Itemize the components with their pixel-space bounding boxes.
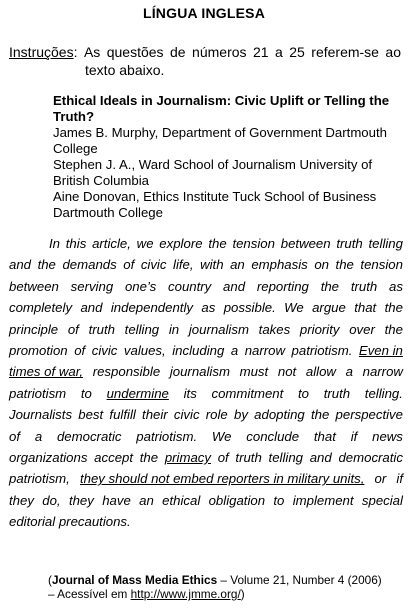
abstract-word: emphasis bbox=[251, 257, 308, 273]
abstract-word: an bbox=[139, 492, 154, 508]
abstract-word: if bbox=[396, 471, 403, 487]
abstract-word: they should not embed reporters in military units, bbox=[79, 471, 365, 487]
abstract-word: of bbox=[123, 257, 135, 273]
abstract-word: narrow bbox=[244, 343, 286, 359]
abstract-word: to bbox=[80, 385, 92, 401]
abstract-word: not bbox=[277, 364, 297, 380]
abstract-word: as bbox=[201, 300, 216, 316]
abstract-word: and bbox=[309, 450, 332, 466]
instructions-word: 21 bbox=[252, 44, 269, 60]
abstract-word: have bbox=[102, 492, 131, 508]
abstract-word: the bbox=[37, 257, 56, 273]
abstract-word: in bbox=[168, 321, 180, 337]
abstract-word: We bbox=[284, 300, 304, 316]
abstract-word: with bbox=[200, 257, 224, 273]
article-title: Ethical Ideals in Journalism: Civic Uplift or Telling the Truth? bbox=[53, 93, 390, 124]
abstract-word: the bbox=[335, 257, 354, 273]
abstract-word: patriotism bbox=[9, 385, 67, 401]
abstract-word: the bbox=[310, 407, 330, 423]
abstract-word: that bbox=[354, 300, 377, 316]
citation-volume: – Volume 21, Number 4 (2006) bbox=[217, 573, 382, 587]
abstract-word: conclude bbox=[246, 428, 300, 444]
abstract-line bbox=[9, 297, 403, 318]
abstract-word: or bbox=[374, 471, 387, 487]
abstract-word: independently bbox=[110, 300, 193, 316]
abstract-word: civic bbox=[140, 257, 167, 273]
instructions-line-1 bbox=[9, 43, 401, 61]
abstract-word: including bbox=[172, 343, 225, 359]
abstract-word: between bbox=[280, 236, 331, 251]
abstract-word: serving bbox=[70, 278, 114, 294]
abstract-word: special bbox=[361, 492, 403, 508]
instructions-word: a bbox=[275, 44, 283, 60]
abstract-word: democratic bbox=[338, 450, 403, 466]
instructions-word: ao bbox=[385, 44, 401, 60]
abstract-word: to bbox=[273, 492, 285, 508]
citation-line-2 bbox=[48, 587, 406, 601]
abstract-word: best bbox=[78, 407, 104, 423]
citation-access: – Acessível em bbox=[48, 587, 131, 601]
abstract-word: telling bbox=[368, 236, 403, 251]
abstract-word: journalism bbox=[188, 321, 249, 337]
article-header bbox=[53, 93, 405, 221]
abstract-word: the bbox=[208, 236, 227, 251]
abstract-word: a bbox=[230, 343, 239, 359]
abstract-line bbox=[9, 254, 403, 275]
abstract-word: argue bbox=[312, 300, 346, 316]
abstract-word: between bbox=[9, 278, 59, 294]
abstract-line bbox=[9, 447, 403, 468]
abstract-word: truth bbox=[235, 450, 262, 466]
abstract-word: truth bbox=[350, 278, 378, 294]
abstract-line bbox=[9, 426, 403, 447]
abstract-word: the bbox=[384, 321, 403, 337]
instructions bbox=[9, 43, 401, 79]
abstract-word: truth bbox=[88, 321, 115, 337]
instructions-word: referem-se bbox=[311, 44, 379, 60]
abstract-word: the bbox=[320, 278, 340, 294]
instructions-label: Instruções bbox=[9, 44, 74, 60]
abstract-word: the bbox=[384, 300, 403, 316]
abstract-word: priority bbox=[299, 321, 340, 337]
abstract-word: that bbox=[313, 428, 336, 444]
abstract-line bbox=[9, 468, 403, 489]
abstract-word: demands bbox=[62, 257, 117, 273]
author-1: James B. Murphy, Department of Government Dartmouth College bbox=[53, 125, 387, 156]
abstract-line bbox=[9, 404, 403, 425]
instructions-word: As bbox=[83, 44, 101, 60]
abstract-word: one’s bbox=[124, 278, 157, 294]
abstract-word: narrow bbox=[362, 364, 403, 380]
abstract-word: reporting bbox=[256, 278, 309, 294]
abstract-word: adopting bbox=[254, 407, 305, 423]
abstract-word: responsible bbox=[92, 364, 161, 380]
abstract-line bbox=[9, 490, 403, 511]
abstract-word: as bbox=[388, 278, 403, 294]
abstract-word: by bbox=[234, 407, 248, 423]
abstract-word: telling bbox=[124, 321, 160, 337]
abstract-word: undermine bbox=[106, 385, 169, 401]
abstract-word: We bbox=[211, 428, 232, 444]
abstract-word: truth bbox=[336, 236, 363, 251]
abstract-word: and bbox=[9, 257, 32, 273]
instructions-line-2: texto abaixo. bbox=[85, 62, 165, 78]
abstract-word: obligation bbox=[208, 492, 266, 508]
citation-close: ) bbox=[240, 587, 245, 601]
citation-open-paren: ( bbox=[48, 573, 52, 587]
abstract-word: truth bbox=[323, 385, 351, 401]
instructions-word: : bbox=[73, 44, 78, 60]
abstract-word: of bbox=[217, 450, 229, 466]
author-2: Stephen J. A., Ward School of Journalism University of British Columbia bbox=[53, 157, 373, 188]
abstract-word: the bbox=[139, 450, 159, 466]
abstract-word: commitment bbox=[211, 385, 284, 401]
abstract-word: tension bbox=[232, 236, 275, 251]
abstract-word: over bbox=[349, 321, 375, 337]
abstract-word: journalism bbox=[169, 364, 230, 380]
abstract-word: and bbox=[80, 300, 103, 316]
instructions-word: de bbox=[170, 44, 186, 60]
abstract-word: do, bbox=[42, 492, 61, 508]
abstract-word: takes bbox=[258, 321, 291, 337]
abstract-word: principle bbox=[9, 321, 59, 337]
abstract-word: patriotism, bbox=[9, 471, 70, 487]
abstract-word: an bbox=[230, 257, 245, 273]
abstract-line bbox=[9, 511, 403, 532]
abstract-word: primacy bbox=[164, 450, 211, 466]
abstract-word: must bbox=[239, 364, 269, 380]
abstract-line bbox=[9, 233, 403, 254]
abstract-word: a bbox=[345, 364, 353, 380]
abstract-word: ethical bbox=[162, 492, 201, 508]
article-abstract bbox=[9, 233, 403, 533]
abstract-word: we bbox=[136, 236, 154, 251]
abstract-word: civic bbox=[173, 407, 200, 423]
abstract-word: they bbox=[9, 492, 34, 508]
abstract-word: organizations bbox=[9, 450, 88, 466]
abstract-word: editorial precautions. bbox=[9, 514, 131, 530]
abstract-line bbox=[9, 361, 403, 382]
instructions-word: 25 bbox=[289, 44, 305, 60]
abstract-word: telling bbox=[268, 450, 303, 466]
abstract-word: Even in bbox=[358, 343, 403, 359]
abstract-word: on bbox=[314, 257, 329, 273]
abstract-word: life, bbox=[173, 257, 194, 273]
abstract-word: values, bbox=[123, 343, 166, 359]
abstract-word: patriotism. bbox=[291, 343, 353, 359]
citation-link[interactable]: http://www.jmme.org/ bbox=[130, 587, 241, 601]
abstract-word: of bbox=[74, 343, 86, 359]
abstract-line bbox=[9, 383, 403, 404]
abstract-word: its bbox=[183, 385, 197, 401]
citation bbox=[48, 573, 406, 601]
abstract-word: accept bbox=[94, 450, 134, 466]
abstract-line bbox=[9, 276, 403, 297]
instructions-word: questões bbox=[106, 44, 164, 60]
abstract-line bbox=[9, 319, 403, 340]
abstract-word: In bbox=[49, 236, 60, 251]
abstract-word: tension bbox=[360, 257, 403, 273]
abstract-word: telling. bbox=[364, 385, 403, 401]
abstract-word: this bbox=[65, 236, 87, 251]
abstract-word: of bbox=[67, 321, 79, 337]
abstract-word: implement bbox=[292, 492, 354, 508]
abstract-word: if bbox=[350, 428, 358, 444]
author-3: Aine Donovan, Ethics Institute Tuck School of Business Dartmouth College bbox=[53, 189, 377, 220]
abstract-word: fulfill bbox=[109, 407, 136, 423]
abstract-word: of bbox=[9, 428, 20, 444]
abstract-word: article, bbox=[92, 236, 131, 251]
abstract-word: completely bbox=[9, 300, 73, 316]
abstract-word: to bbox=[298, 385, 309, 401]
abstract-word: Journalists bbox=[9, 407, 73, 423]
abstract-word: civic bbox=[91, 343, 118, 359]
abstract-word: times of war, bbox=[9, 364, 84, 380]
abstract-word: explore bbox=[159, 236, 203, 251]
abstract-word: allow bbox=[305, 364, 336, 380]
abstract-word: promotion bbox=[9, 343, 68, 359]
page-title: LÍNGUA INGLESA bbox=[142, 5, 266, 21]
abstract-word: their bbox=[142, 407, 168, 423]
abstract-word: country bbox=[168, 278, 212, 294]
abstract-word: possible. bbox=[223, 300, 276, 316]
citation-line-1 bbox=[48, 573, 406, 587]
abstract-word: perspective bbox=[335, 407, 403, 423]
abstract-word: news bbox=[372, 428, 403, 444]
abstract-word: patriotism. bbox=[136, 428, 198, 444]
instructions-word: números bbox=[192, 44, 247, 60]
abstract-word: role bbox=[205, 407, 228, 423]
instructions-label-group bbox=[9, 43, 77, 61]
abstract-line bbox=[9, 340, 403, 361]
citation-journal: Journal of Mass Media Ethics bbox=[51, 573, 218, 587]
abstract-word: a bbox=[34, 428, 43, 444]
abstract-word: and bbox=[223, 278, 246, 294]
abstract-word: democratic bbox=[56, 428, 122, 444]
abstract-word: they bbox=[68, 492, 94, 508]
